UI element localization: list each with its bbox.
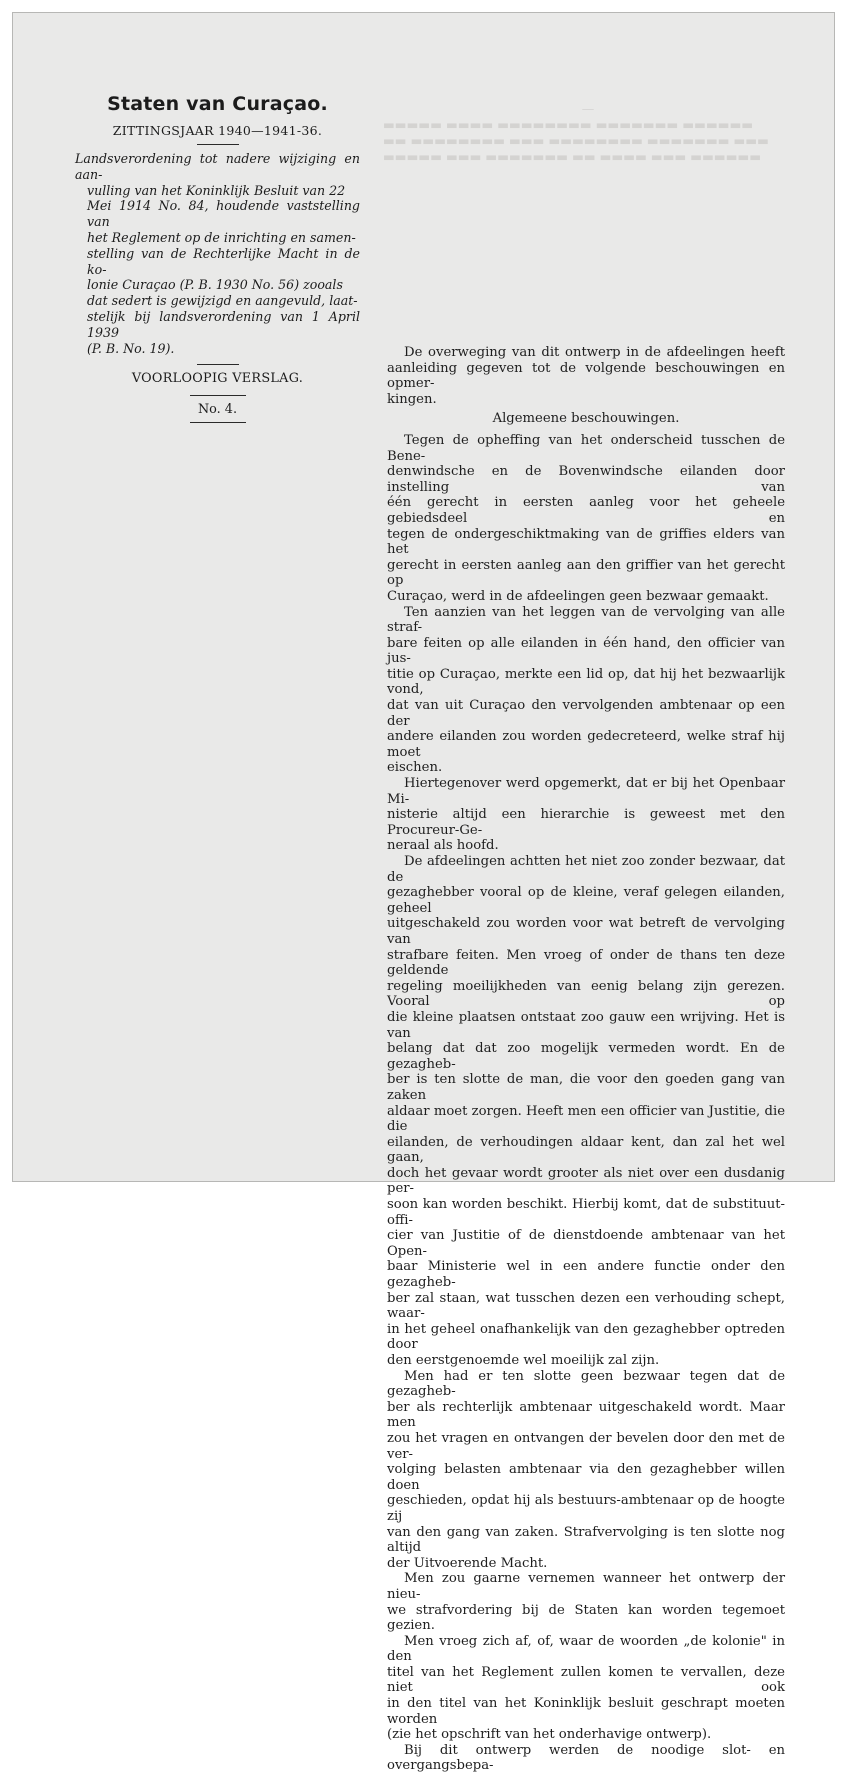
- divider: [197, 364, 239, 365]
- subject-line: stelling van de Rechterlijke Macht in de ko-: [87, 245, 360, 277]
- text-line: cier van Justitie of de dienstdoende ambtenaar van het Open-: [387, 1228, 785, 1259]
- text-line: in het geheel onafhankelijk van den gezaghebber optreden door: [387, 1321, 785, 1353]
- text-line: in den titel van het Koninklijk besluit geschrapt moeten worden: [387, 1696, 785, 1727]
- document-header: [75, 93, 360, 429]
- text-line: aldaar moet zorgen. Heeft men een officier van Justitie, die die: [387, 1103, 785, 1135]
- text-line: die kleine plaatsen ontstaat zoo gauw een wrijving. Het is van: [387, 1009, 785, 1041]
- text-line: doch het gevaar wordt grooter als niet over een dusdanig per-: [387, 1165, 785, 1197]
- text-line: Tegen de opheffing van het onderscheid tusschen de Bene-: [387, 432, 785, 464]
- page-title: Staten van Curaçao.: [107, 93, 328, 115]
- text-line: soon kan worden beschikt. Hierbij komt, dat de substituut-offi-: [387, 1197, 785, 1228]
- text-line: regeling moeilijkheden van eenig belang zijn gerezen. Vooral op: [387, 978, 785, 1010]
- text-line: (zie het opschrift van het onderhavige ontwerp).: [387, 1727, 712, 1743]
- document-page: [12, 12, 835, 1774]
- text-line: nisterie altijd een hierarchie is geweest met den Procureur-Ge-: [387, 807, 785, 838]
- text-line: neraal als hoofd.: [387, 838, 499, 854]
- text-line: Hiertegenover werd opgemerkt, dat er bij het Openbaar Mi-: [387, 776, 785, 807]
- text-line: dat van uit Curaçao den vervolgenden ambtenaar op een der: [387, 698, 785, 729]
- subject-line: lonie Curaçao (P. B. 1930 No. 56) zooals: [87, 277, 343, 293]
- text-line: belang dat dat zoo mogelijk vermeden wordt. En de gezagheb-: [387, 1041, 785, 1072]
- text-line: zou het vragen en ontvangen der bevelen door den met de ver-: [387, 1430, 785, 1462]
- text-line: gerecht in eersten aanleg aan den griffier van het gerecht op: [387, 557, 785, 589]
- text-line: volging belasten ambtenaar via den gezaghebber willen doen: [387, 1462, 785, 1493]
- text-line: tegen de ondergeschiktmaking van de griffies elders van het: [387, 526, 785, 558]
- text-line: De overweging van dit ontwerp in de afdeelingen heeft: [404, 345, 785, 360]
- text-line: eilanden, de verhoudingen aldaar kent, dan zal het wel gaan,: [387, 1134, 785, 1166]
- subject-line: dat sedert is gewijzigd en aangevuld, laat-: [87, 293, 358, 309]
- text-line: Men vroeg zich af, of, waar de woorden „de kolonie" in den: [387, 1633, 785, 1665]
- text-line: gezaghebber vooral op de kleine, veraf gelegen eilanden, geheel: [387, 885, 785, 916]
- text-line: strafbare feiten. Men vroeg of onder de thans ten deze geldende: [387, 947, 785, 979]
- text-line: denwindsche en de Bovenwindsche eilanden door instelling van: [387, 464, 785, 495]
- subject-line: stelijk bij landsverordening van 1 April 1939: [87, 308, 360, 340]
- paragraph: [387, 1634, 785, 1743]
- text-line: ber zal staan, wat tusschen dezen een verhouding schept, waar-: [387, 1290, 785, 1322]
- text-line: Men zou gaarne vernemen wanneer het ontwerp der nieu-: [387, 1571, 785, 1602]
- text-line: één gerecht in eersten aanleg voor het geheele gebiedsdeel en: [387, 495, 785, 526]
- subject-line: Landsverordening tot nadere wijziging en aan-: [75, 151, 360, 182]
- intro-paragraph: [387, 345, 785, 407]
- paragraph: [387, 605, 785, 777]
- text-line: baar Ministerie wel in een andere functie onder den gezagheb-: [387, 1259, 785, 1291]
- text-line: den eerstgenoemde wel moeilijk zal zijn.: [387, 1353, 660, 1368]
- subject-line: vulling van het Koninklijk Besluit van 22: [87, 182, 346, 198]
- text-line: aanleiding gegeven tot de volgende beschouwingen en opmer-: [387, 360, 785, 392]
- text-line: Curaçao, werd in de afdeelingen geen bezwaar gemaakt.: [387, 588, 769, 604]
- text-line: Men had er ten slotte geen bezwaar tegen dat de gezagheb-: [387, 1368, 785, 1400]
- text-line: we strafvordering bij de Staten kan worden tegemoet gezien.: [387, 1602, 785, 1634]
- text-line: Ten aanzien van het leggen van de vervolging van alle straf-: [387, 604, 785, 636]
- text-line: ber is ten slotte de man, die voor den goeden gang van zaken: [387, 1072, 785, 1103]
- text-line: kingen.: [387, 391, 437, 407]
- report-body: [387, 345, 785, 1774]
- paragraph: [387, 1743, 785, 1774]
- text-line: der Uitvoerende Macht.: [387, 1555, 548, 1571]
- text-line: Bij dit ontwerp werden de noodige slot- en overgangsbepa-: [387, 1742, 785, 1774]
- paragraph: [387, 1369, 785, 1572]
- section-heading: Algemeene beschouwingen.: [492, 411, 680, 427]
- session-year: ZITTINGSJAAR 1940—1941-36.: [112, 123, 323, 138]
- report-title: VOORLOOPIG VERSLAG.: [131, 371, 304, 387]
- paragraph: [387, 776, 785, 854]
- subject-line: het Reglement op de inrichting en samen-: [87, 229, 356, 245]
- divider: [190, 422, 246, 423]
- text-line: ber als rechterlijk ambtenaar uitgeschakeld wordt. Maar men: [387, 1399, 785, 1431]
- text-line: van den gang van zaken. Strafvervolging is ten slotte nog altijd: [387, 1524, 785, 1556]
- text-line: titie op Curaçao, merkte een lid op, dat hij het bezwaarlijk vond,: [387, 666, 785, 698]
- text-line: geschieden, opdat hij als bestuurs-ambtenaar op de hoogte zij: [387, 1493, 785, 1524]
- text-line: uitgeschakeld zou worden voor wat betreft de vervolging van: [387, 916, 785, 947]
- divider: [190, 395, 246, 396]
- text-line: andere eilanden zou worden gedecreteerd, welke straf hij moet: [387, 729, 785, 760]
- text-line: eischen.: [387, 760, 443, 776]
- divider: [197, 144, 239, 145]
- text-line: De afdeelingen achtten het niet zoo zonder bezwaar, dat de: [387, 854, 785, 885]
- paragraph: [387, 1571, 785, 1633]
- subject-description: [75, 151, 360, 356]
- subject-line: Mei 1914 No. 84, houdende vaststelling van: [87, 198, 360, 230]
- paragraph: [387, 433, 785, 605]
- subject-line: (P. B. No. 19).: [87, 340, 175, 356]
- text-line: titel van het Reglement zullen komen te vervallen, deze niet ook: [387, 1664, 785, 1696]
- report-number: No. 4.: [197, 402, 238, 418]
- bleed-through-text: — ▬▬▬▬▬ ▬▬▬▬ ▬▬▬▬▬▬▬▬ ▬▬▬▬▬▬▬ ▬▬▬▬▬▬ ▬▬ ▬▬▬▬▬▬▬▬ ▬▬▬ ▬▬▬▬▬▬▬▬ ▬▬▬▬▬▬▬ ▬▬▬ ▬▬▬▬▬ ▬▬▬ ▬▬▬▬▬▬▬ ▬▬ ▬▬▬▬ ▬▬▬ ▬▬▬▬▬▬: [383, 101, 769, 164]
- paragraph: [387, 854, 785, 1369]
- text-line: bare feiten op alle eilanden in één hand, den officier van jus-: [387, 635, 785, 667]
